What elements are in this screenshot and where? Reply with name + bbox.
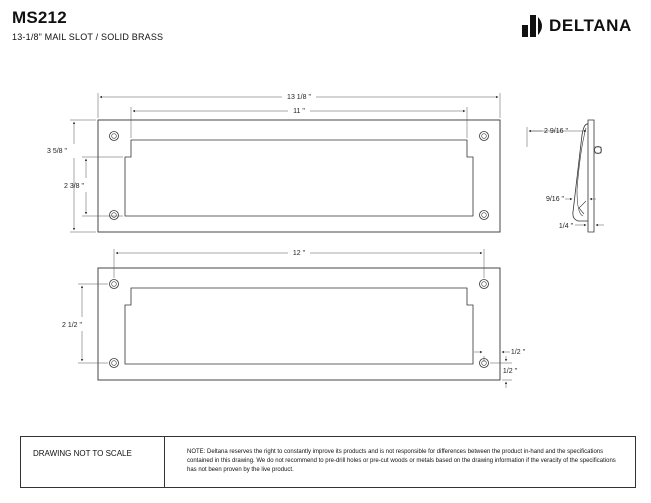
back-screw-holes: [110, 280, 489, 368]
overall-width-label: 13 1/8 ": [287, 94, 311, 101]
model-number: MS212: [12, 8, 67, 27]
side-hinge-pin: [595, 147, 602, 154]
side-view: [527, 120, 604, 232]
hole-spacing-width-label: 12 ": [292, 250, 306, 257]
front-view: [47, 93, 500, 232]
back-slot-opening: [125, 288, 473, 364]
plate-thickness-label: 1/4 ": [558, 223, 574, 230]
slot-height-label: 2 3/8 ": [64, 183, 84, 190]
front-screw-holes: [110, 132, 489, 220]
hole-offset-side-label: 1/2 ": [510, 349, 526, 356]
back-plate-outline: [98, 268, 500, 380]
footer-note-box: [20, 436, 636, 488]
dimension-slot-height: [82, 157, 123, 216]
side-depth-label: 2 9/16 ": [544, 128, 568, 135]
overall-height-label: 3 5/8 ": [47, 148, 67, 155]
disclaimer-text: NOTE: Deltana reserves the right to constantly improve its products and is not responsible for differences between the product in-hand and the specifications contained in this drawing. We do not recommend to pre-drill holes or pre-cut woods or metals based on the drawing information if the veracity of the specifications has not been proven by the live product.: [187, 449, 616, 473]
slot-width-label: 11 ": [293, 108, 305, 115]
dimension-hole-offset-side: [474, 352, 510, 362]
side-catch: [579, 201, 586, 214]
hole-offset-bottom-label: 1/2 ": [502, 368, 518, 375]
front-plate-outline: [98, 120, 500, 232]
brand-name: DELTANA: [549, 16, 632, 35]
back-view: [62, 249, 526, 388]
product-description: 13-1/8” MAIL SLOT / SOLID BRASS: [12, 32, 164, 42]
flap-projection-label: 9/16 ": [545, 196, 565, 203]
dimension-overall-height: [70, 120, 96, 232]
scale-note: DRAWING NOT TO SCALE: [21, 437, 165, 487]
side-plate: [588, 120, 594, 232]
front-slot-opening: [125, 140, 473, 216]
hole-spacing-height-label: 2 1/2 ": [62, 322, 82, 329]
dimension-hole-spacing-height: [78, 284, 108, 363]
